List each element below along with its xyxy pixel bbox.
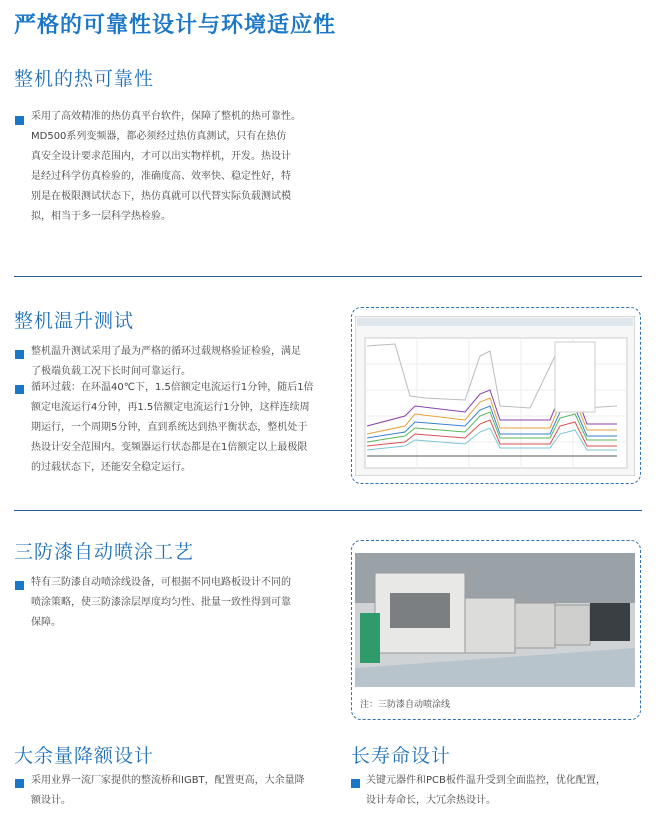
bullet-icon [351, 779, 360, 788]
section-title-coating: 三防漆自动喷涂工艺 [14, 541, 195, 563]
temp-rise-chart [355, 316, 635, 476]
temp-rise-text-2: 循环过载：在环温40℃下，1.5倍额定电流运行1分钟，随后1倍 额定电流运行4分钟，再1.5倍额定电流运行1分钟，这样连续周 期运行，一个周期5分钟，直到系统达到热平衡状态，整机处于 热设计安全范围内。变频器运行状态都是在1倍额定以上最极限 的过载状态下，还能安全稳定运行。 [31, 382, 314, 473]
bullet-icon [15, 779, 24, 788]
longevity-text: 关键元器件和PCB板件温升受到全面监控，优化配置， 设计寿命长，大冗余热设计。 [366, 775, 606, 806]
page-title: 严格的可靠性设计与环境适应性 [14, 13, 337, 38]
section-title-thermal: 整机的热可靠性 [14, 68, 155, 90]
section-title-temp-rise: 整机温升测试 [14, 310, 135, 332]
derating-text: 采用业界一流厂家提供的整流桥和IGBT，配置更高，大余量降 额设计。 [31, 775, 305, 806]
divider [14, 510, 642, 511]
coating-text: 特有三防漆自动喷涂线设备，可根据不同电路板设计不同的 喷涂策略，使三防漆涂层厚度均匀性、批量一致性得到可靠 保障。 [31, 577, 291, 628]
bullet-icon [15, 116, 24, 125]
section-title-longevity: 长寿命设计 [351, 745, 452, 767]
thermal-text: 采用了高效精准的热仿真平台软件，保障了整机的热可靠性。 MD500系列变频器，都必须经过热仿真测试，只有在热仿 真安全设计要求范围内，才可以出实物样机，开发。热设计 是经过科学仿真检验的，准确度高、效率快、稳定性好，特 别是在极限测试状态下，热仿真就可以代替实际负载测试模 拟，相当于多一层科学热检验。 [31, 111, 301, 222]
bullet-icon [15, 350, 24, 359]
bullet-icon [15, 581, 24, 590]
bullet-icon [15, 385, 24, 394]
temp-rise-chart-frame [351, 307, 641, 484]
coating-photo-frame [351, 540, 641, 720]
temp-rise-text-1: 整机温升测试采用了最为严格的循环过载规格验证检验，满足 了极端负载工况下长时间可靠运行。 [31, 346, 301, 377]
coating-line-photo [355, 553, 635, 687]
divider [14, 276, 642, 277]
photo-caption: 注：三防漆自动喷涂线 [360, 700, 451, 710]
section-title-derating: 大余量降额设计 [14, 745, 155, 767]
